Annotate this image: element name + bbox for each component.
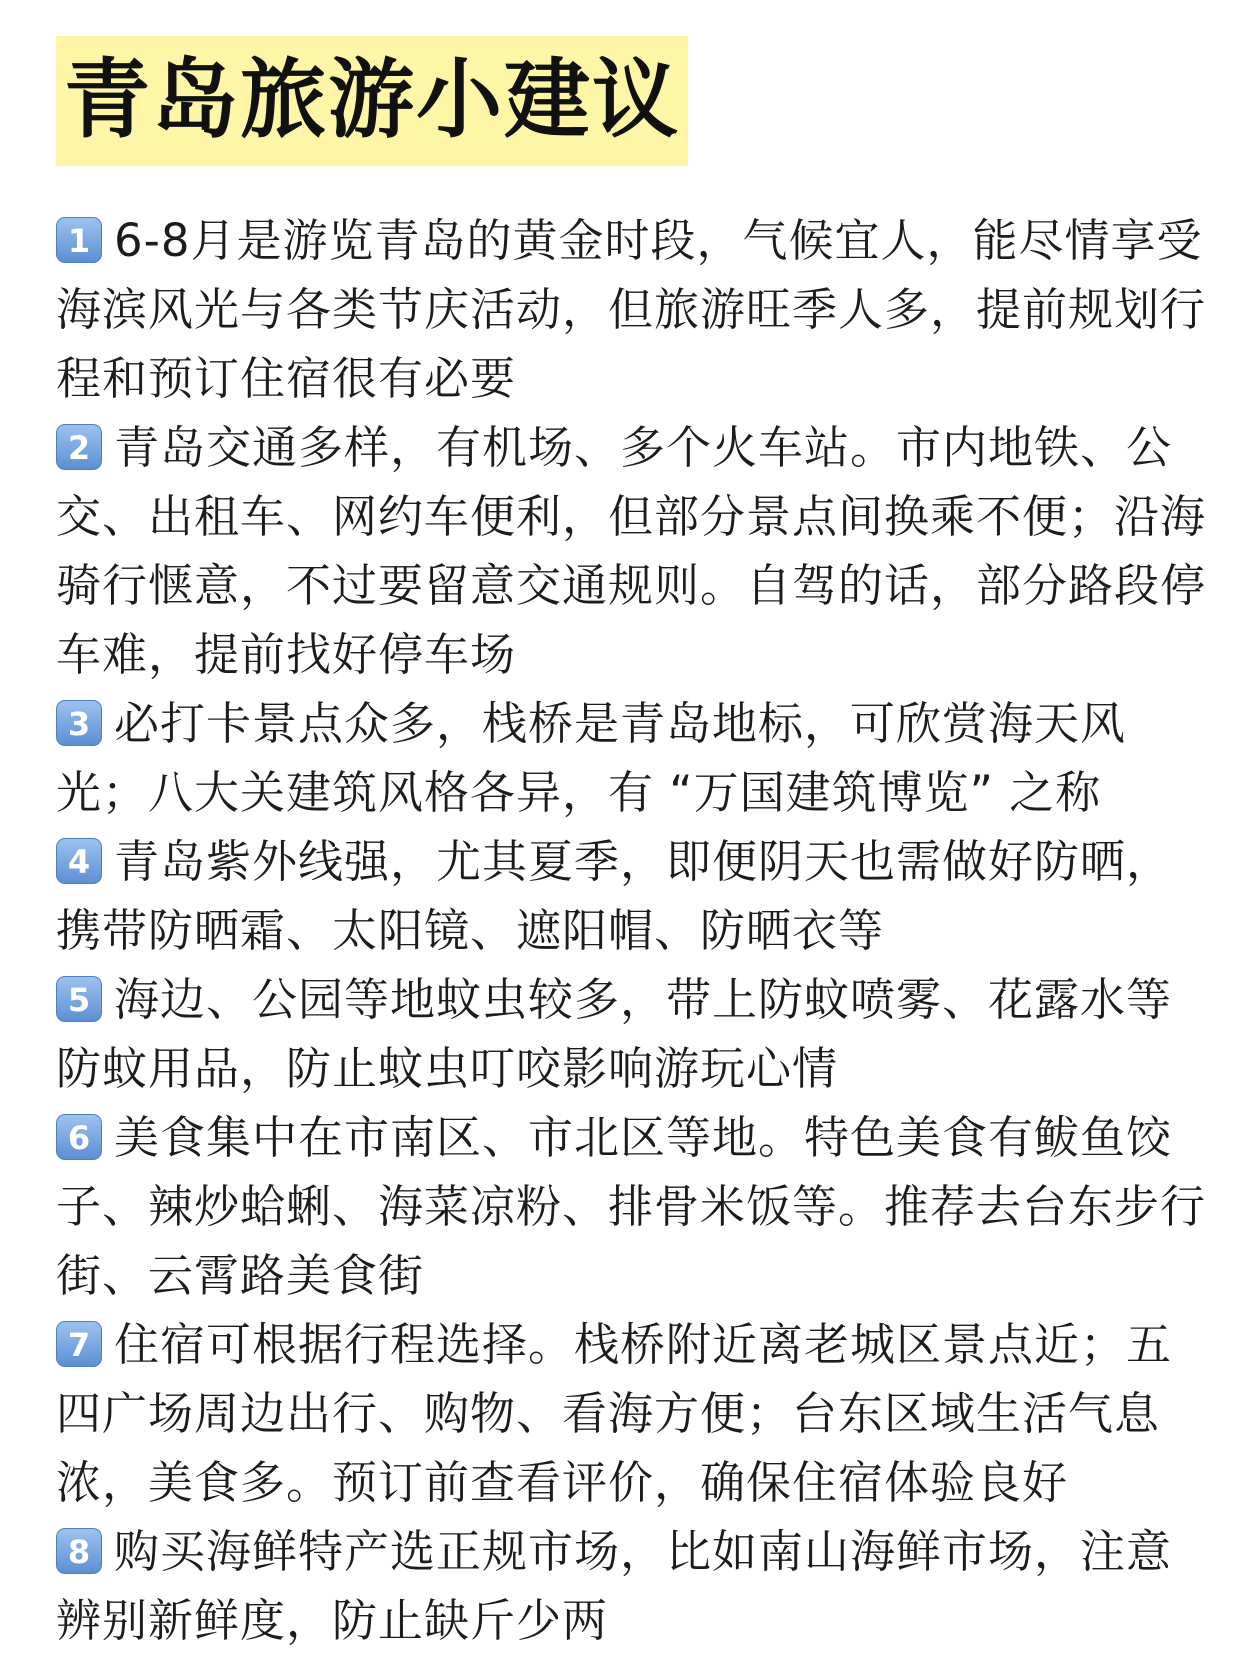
keycap-1-icon: 1 bbox=[56, 217, 102, 263]
keycap-4-icon: 4 bbox=[56, 838, 102, 884]
tip-item bbox=[56, 206, 1216, 413]
tip-text: 海边、公园等地蚊虫较多，带上防蚊喷雾、花露水等防蚊用品，防止蚊虫叮咬影响游玩心情 bbox=[56, 973, 1173, 1095]
tip-item bbox=[56, 1103, 1216, 1310]
tips-list bbox=[56, 206, 1216, 1655]
tip-text: 青岛交通多样，有机场、多个火车站。市内地铁、公交、出租车、网约车便利，但部分景点间换乘不便；沿海骑行惬意，不过要留意交通规则。自驾的话，部分路段停车难，提前找好停车场 bbox=[56, 421, 1207, 681]
keycap-2-icon: 2 bbox=[56, 424, 102, 470]
tip-text: 必打卡景点众多，栈桥是青岛地标，可欣赏海天风光；八大关建筑风格各异，有 “万国建筑博览” 之称 bbox=[56, 697, 1127, 819]
tip-text: 住宿可根据行程选择。栈桥附近离老城区景点近；五四广场周边出行、购物、看海方便；台东区域生活气息浓，美食多。预订前查看评价，确保住宿体验良好 bbox=[56, 1318, 1173, 1509]
tip-item bbox=[56, 413, 1216, 689]
tip-text: 购买海鲜特产选正规市场，比如南山海鲜市场，注意辨别新鲜度，防止缺斤少两 bbox=[56, 1525, 1173, 1647]
tip-text: 青岛紫外线强，尤其夏季，即便阴天也需做好防晒，携带防晒霜、太阳镜、遮阳帽、防晒衣等 bbox=[56, 835, 1173, 957]
tip-item bbox=[56, 1310, 1216, 1517]
keycap-3-icon: 3 bbox=[56, 700, 102, 746]
keycap-6-icon: 6 bbox=[56, 1114, 102, 1160]
keycap-8-icon: 8 bbox=[56, 1528, 102, 1574]
tip-item bbox=[56, 689, 1216, 827]
tip-text: 6-8月是游览青岛的黄金时段，气候宜人，能尽情享受海滨风光与各类节庆活动，但旅游旺季人多，提前规划行程和预订住宿很有必要 bbox=[56, 214, 1207, 405]
keycap-7-icon: 7 bbox=[56, 1321, 102, 1367]
title-highlight bbox=[56, 36, 688, 166]
tip-text: 美食集中在市南区、市北区等地。特色美食有鲅鱼饺子、辣炒蛤蜊、海菜凉粉、排骨米饭等。推荐去台东步行街、云霄路美食街 bbox=[56, 1111, 1207, 1302]
tip-item bbox=[56, 827, 1216, 965]
page-title: 青岛旅游小建议 bbox=[64, 50, 680, 150]
tip-item bbox=[56, 965, 1216, 1103]
tip-item bbox=[56, 1517, 1216, 1655]
keycap-5-icon: 5 bbox=[56, 976, 102, 1022]
